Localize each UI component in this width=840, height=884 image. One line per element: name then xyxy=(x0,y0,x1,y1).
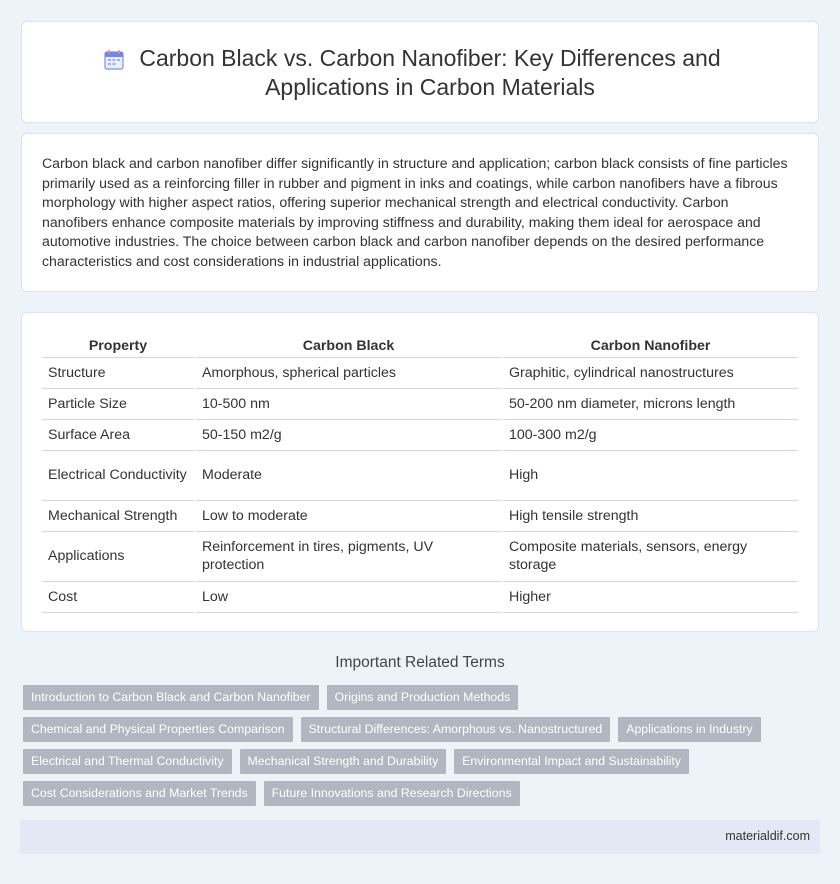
calendar-icon xyxy=(102,48,126,72)
carbon-nanofiber-cell: 50-200 nm diameter, microns length xyxy=(502,388,798,419)
table-row xyxy=(42,531,798,581)
carbon-nanofiber-cell: High tensile strength xyxy=(502,500,798,531)
related-term-tag[interactable]: Origins and Production Methods xyxy=(327,685,519,710)
table-row xyxy=(42,419,798,450)
related-term-tag[interactable]: Environmental Impact and Sustainability xyxy=(454,749,689,774)
table-row xyxy=(42,581,798,612)
related-term-tag[interactable]: Chemical and Physical Properties Comparison xyxy=(23,717,293,742)
property-cell: Mechanical Strength xyxy=(42,500,195,531)
table-row xyxy=(42,450,798,500)
related-term-tag[interactable]: Cost Considerations and Market Trends xyxy=(23,781,256,806)
property-cell: Cost xyxy=(42,581,195,612)
property-cell: Electrical Conductivity xyxy=(42,450,195,500)
page-title: Carbon Black vs. Carbon Nanofiber: Key Differences and Applications in Carbon Materials xyxy=(139,45,721,100)
carbon-black-cell: Amorphous, spherical particles xyxy=(195,357,502,388)
header-carbon-black: Carbon Black xyxy=(195,335,502,357)
header-property: Property xyxy=(42,335,195,357)
related-term-tag[interactable]: Structural Differences: Amorphous vs. Nanostructured xyxy=(301,717,611,742)
property-cell: Applications xyxy=(42,531,195,581)
carbon-black-cell: Low to moderate xyxy=(195,500,502,531)
carbon-nanofiber-cell: Graphitic, cylindrical nanostructures xyxy=(502,357,798,388)
table-row xyxy=(42,500,798,531)
property-cell: Structure xyxy=(42,357,195,388)
footer xyxy=(20,820,820,854)
related-term-tag[interactable]: Introduction to Carbon Black and Carbon Nanofiber xyxy=(23,685,319,710)
carbon-black-cell: 10-500 nm xyxy=(195,388,502,419)
carbon-black-cell: Moderate xyxy=(195,450,502,500)
table-header-row xyxy=(42,335,798,357)
property-cell: Particle Size xyxy=(42,388,195,419)
table-row xyxy=(42,388,798,419)
title-card xyxy=(21,21,819,123)
related-term-tag[interactable]: Electrical and Thermal Conductivity xyxy=(23,749,232,774)
comparison-table xyxy=(42,335,798,613)
carbon-black-cell: Low xyxy=(195,581,502,612)
table-row xyxy=(42,357,798,388)
carbon-nanofiber-cell: Higher xyxy=(502,581,798,612)
summary-paragraph: Carbon black and carbon nanofiber differ significantly in structure and application; carbon black consists of fine particles primarily used as a reinforcing filler in rubber and pigment in inks and coatings, while carbon nanofibers have a fibrous morphology with higher aspect ratios, offering superior mechanical strength and electrical conductivity. Carbon nanofibers enhance composite materials by improving stiffness and durability, making them ideal for aerospace and automotive industries. The choice between carbon black and carbon nanofiber depends on the desired performance characteristics and cost considerations in industrial applications. xyxy=(42,155,788,269)
carbon-black-cell: Reinforcement in tires, pigments, UV protection xyxy=(195,531,502,581)
header-carbon-nanofiber: Carbon Nanofiber xyxy=(502,335,798,357)
summary-card xyxy=(21,133,819,292)
carbon-nanofiber-cell: 100-300 m2/g xyxy=(502,419,798,450)
carbon-black-cell: 50-150 m2/g xyxy=(195,419,502,450)
related-terms-heading: Important Related Terms xyxy=(335,654,505,671)
related-term-tag[interactable]: Applications in Industry xyxy=(618,717,760,742)
carbon-nanofiber-cell: Composite materials, sensors, energy storage xyxy=(502,531,798,581)
footer-site-link[interactable]: materialdif.com xyxy=(725,829,810,843)
related-term-tag[interactable]: Mechanical Strength and Durability xyxy=(240,749,447,774)
comparison-table-card xyxy=(21,312,819,632)
related-term-tag[interactable]: Future Innovations and Research Directions xyxy=(264,781,520,806)
related-terms-list xyxy=(23,685,793,813)
title-wrap xyxy=(22,44,818,102)
property-cell: Surface Area xyxy=(42,419,195,450)
carbon-nanofiber-cell: High xyxy=(502,450,798,500)
